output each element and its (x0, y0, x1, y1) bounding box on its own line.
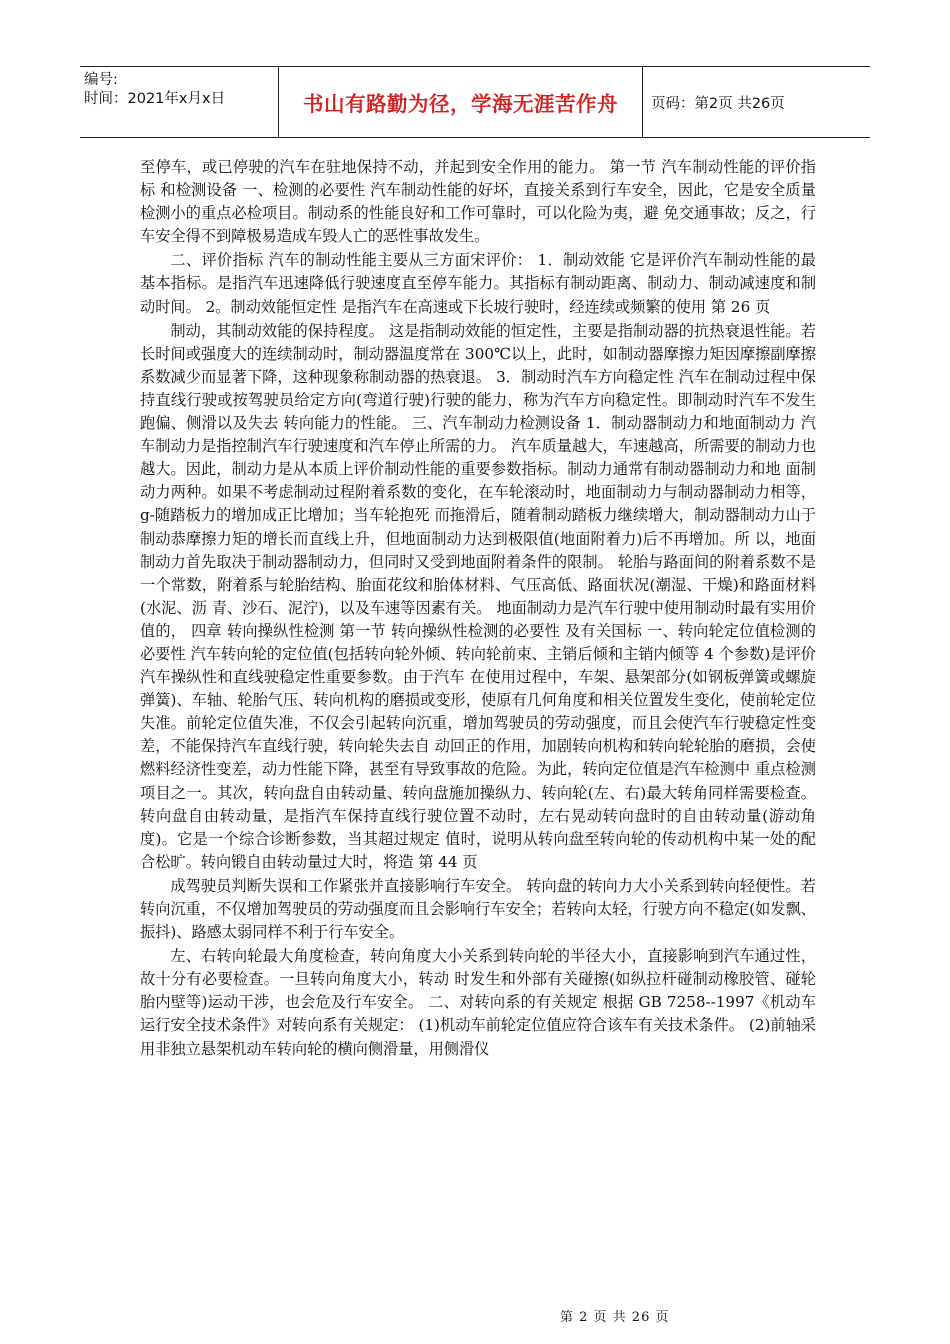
document-number-label: 编号: (84, 72, 118, 88)
document-time-label: 时间：2021年x月x日 (84, 91, 226, 107)
header-meta (80, 67, 278, 137)
page-footer: 第 2 页 共 26 页 (560, 1310, 670, 1325)
page-header (80, 66, 870, 138)
body-paragraph: 左、右转向轮最大角度检查，转向角度大小关系到转向轮的半径大小，直接影响到汽车通过性，故十分有必要检查。一旦转向角度大小，转动 时发生和外部有关碰擦(如纵拉杆碰制动橡胶管、碰轮胎内壁等)运动干涉，也会危及行车安全。 二、对转向系的有关规定 根据 GB 7258--1997《机动车运行安全技术条件》对转向系有关规定： (1)机动车前轮定位值应符合该车有关技术条件。 (2)前轴采用非独立悬架机动车转向轮的横向侧滑量，用侧滑仪 (140, 947, 816, 1058)
document-body (140, 156, 816, 1062)
header-motto: 书山有路勤为径，学海无涯苦作舟 (278, 67, 643, 137)
body-paragraph: 制动，其制动效能的保持程度。 这是指制动效能的恒定性，主要是指制动器的抗热衰退性能。若长时间或强度大的连续制动时，制动器温度常在 300℃以上，此时，如制动器摩擦力矩因摩擦副摩擦系数减少而显著下降，这种现象称制动器的热衰退。 3．制动时汽车方向稳定性 汽车在制动过程中保持直线行驶或按驾驶员给定方向(弯道行驶)行驶的能力，称为汽车方向稳定性。即制动时汽车不发生跑偏、侧滑以及失去 转向能力的性能。 三、汽车制动力检测设备 1．制动器制动力和地面制动力 汽车制动力是指控制汽车行驶速度和汽车停止所需的力。 汽车质量越大，车速越高，所需要的制动力也越大。因此，制动力是从本质上评价制动性能的重要参数指标。制动力通常有制动器制动力和地 面制动力两种。如果不考虑制动过程附着系数的变化，在车轮滚动时，地面制动力与制动器制动力相等，g-随踏板力的增加成正比增加；当车轮抱死 而拖滑后，随着制动踏板力继续增大，制动器制动力山于制动恭摩擦力矩的增长而直线上升，但地面制动力达到极限值(地面附着力)后不再增加。所 以，地面制动力首先取决于制动器制动力，但同时又受到地面附着条件的限制。 轮胎与路面间的附着系数不是一个常数，附着系与轮胎结构、胎面花纹和胎体材料、气压高低、路面状况(潮湿、干燥)和路面材料(水泥、沥 青、沙石、泥泞)，以及车速等因素有关。 地面制动力是汽车行驶中使用制动时最有实用价值的， 四章 转向操纵性检测 第一节 转向操纵性检测的必要性 及有关国标 一、转向轮定位值检测的必要性 汽车转向轮的定位值(包括转向轮外倾、转向轮前束、主销后倾和主销内倾等 4 个参数)是评价汽车操纵性和直线驶稳定性重要参数。由于汽车 在使用过程中，车架、悬架部分(如钢板弹簧或螺旋弹簧)、车轴、轮胎气压、转向机构的磨损或变形，使原有几何角度和相关位置发生变化，使前轮定位失准。前轮定位值失准，不仅会引起转向沉重，增加驾驶员的劳动强度，而且会使汽车行驶稳定性变差，不能保持汽车直线行驶，转向轮失去自 动回正的作用，加剧转向机构和转向轮轮胎的磨损，会使燃料经济性变差，动力性能下降，甚至有导致事故的危险。为此，转向定位值是汽车检测中 重点检测项目之一。其次，转向盘自由转动量、转向盘施加操纵力、转向轮(左、右)最大转角同样需要检查。 转向盘自由转动量，是指汽车保持直线行驶位置不动时，左右晃动转向盘时的自由转动量(游动角度)。它是一个综合诊断参数，当其超过规定 值时，说明从转向盘至转向轮的传动机构中某一处的配合松旷。转向锻自由转动量过大时，将造 第 44 页 (140, 321, 816, 871)
body-paragraph: 至停车，或已停驶的汽车在驻地保持不动，并起到安全作用的能力。 第一节 汽车制动性能的评价指标 和检测设备 一、检测的必要性 汽车制动性能的好坏，直接关系到行车安全，因此，它是安全质量检测小的重点必检项目。制动系的性能良好和工作可靠时，可以化险为夷，避 免交通事故；反之，行车安全得不到障极易造成车毁人亡的恶性事故发生。 (140, 158, 816, 246)
body-paragraph: 二、评价指标 汽车的制动性能主要从三方面宋评价： 1．制动效能 它是评价汽车制动性能的最基本指标。是指汽车迅速降低行驶速度直至停车能力。其指标有制动距离、制动力、制动减速度和制动时间。 2。制动效能恒定性 是指汽车在高速或下长坡行驶时，经连续或频繁的使用 第 26 页 (140, 251, 816, 316)
body-paragraph: 成驾驶员判断失误和工作紧张并直接影响行车安全。 转向盘的转向力大小关系到转向轻便性。若转向沉重，不仅增加驾驶员的劳动强度而且会影响行车安全；若转向太轻，行驶方向不稳定(如发飘、 振抖)、路感太弱同样不利于行车安全。 (140, 876, 816, 942)
header-page-info: 页码：第2页 共26页 (651, 95, 785, 112)
